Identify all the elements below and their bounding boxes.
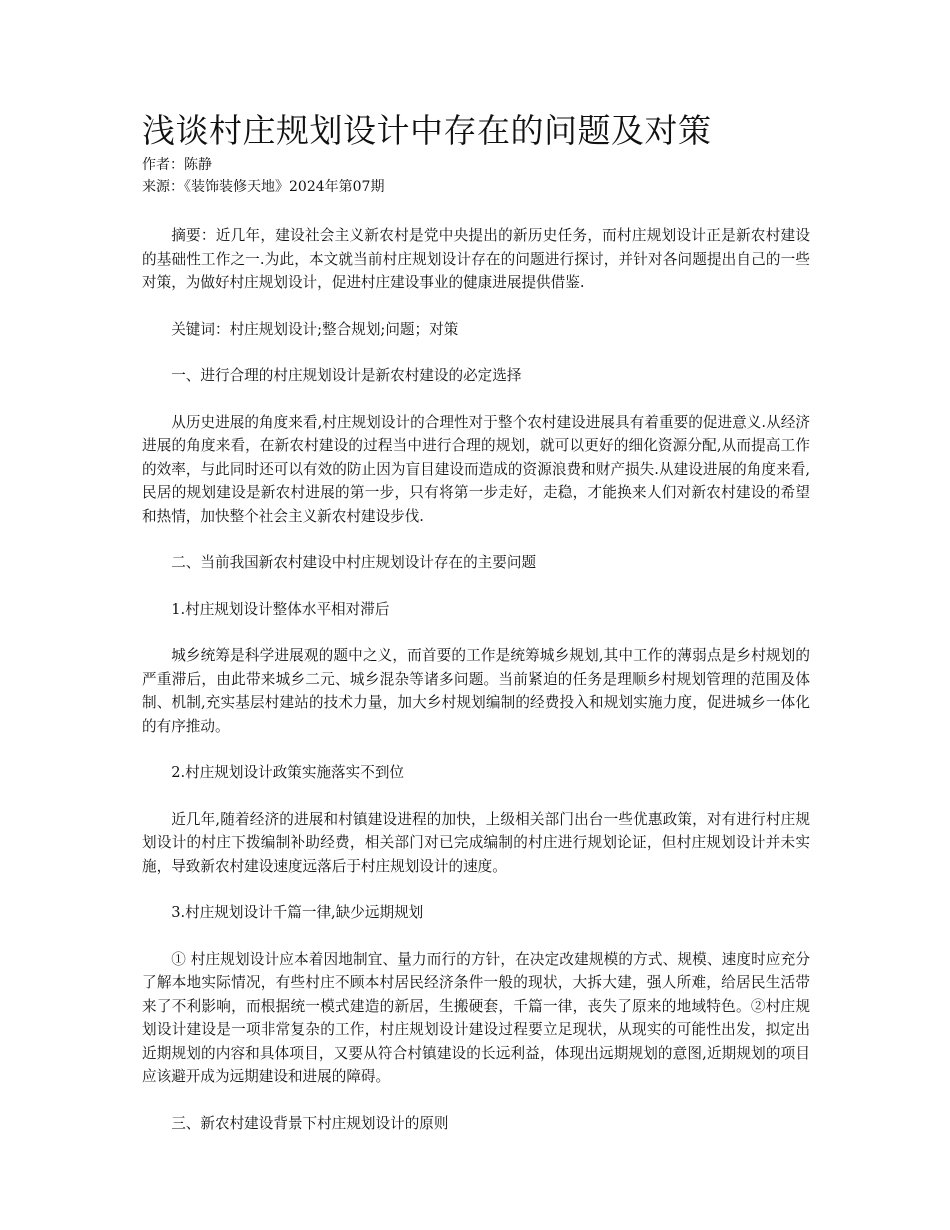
subsection-2-heading: 2.村庄规划设计政策实施落实不到位 [171,764,405,781]
section-1-body: 从历史进展的角度来看,村庄规划设计的合理性对于整个农村建设进展具有着重要的促进意义.从经济进展的角度来看，在新农村建设的过程当中进行合理的规划，就可以更好的细化资源分配,从而提高工作的效率，与此同时还可以有效的防止因为盲目建设而造成的资源浪费和财产损失.从建设进展的角度来看,民居的规划建设是新农村进展的第一步，只有将第一步走好，走稳，才能换来人们对新农村建设的希望和热情，加快整个社会主义新农村建设步伐. [142,413,810,525]
document-page [142,108,810,1158]
keywords-line: 关键词：村庄规划设计;整合规划;问题；对策 [171,320,459,338]
subsection-3-heading: 3.村庄规划设计千篇一律,缺少远期规划 [171,904,424,921]
subsection-1-body: 城乡统筹是科学进展观的题中之义，而首要的工作是统筹城乡规划,其中工作的薄弱点是乡村规划的严重滞后，由此带来城乡二元、城乡混杂等诸多问题。当前紧迫的任务是理顺乡村规划管理的范围及体制、机制,充实基层村建站的技术力量，加大乡村规划编制的经费投入和规划实施力度，促进城乡一体化的有序推动。 [142,647,810,735]
subsection-1-heading: 1.村庄规划设计整体水平相对滞后 [171,600,390,618]
section-3-heading: 三、新农村建设背景下村庄规划设计的原则 [171,1114,449,1132]
document-title: 浅谈村庄规划设计中存在的问题及对策 [142,111,712,150]
abstract-paragraph: 摘要：近几年，建设社会主义新农村是党中央提出的新历史任务，而村庄规划设计正是新农村建设的基础性工作之一.为此，本文就当前村庄规划设计存在的问题进行探讨，并针对各问题提出自己的一些对策，为做好村庄规划设计，促进村庄建设事业的健康进展提供借鉴. [142,227,810,291]
author-line: 作者：陈静 [142,157,212,173]
section-1-heading: 一、进行合理的村庄规划设计是新农村建设的必定选择 [171,367,522,384]
section-2-heading: 二、当前我国新农村建设中村庄规划设计存在的主要问题 [171,554,537,571]
subsection-2-body: 近几年,随着经济的进展和村镇建设进程的加快，上级相关部门出台一些优惠政策，对有进行村庄规划设计的村庄下拨编制补助经费，相关部门对已完成编制的村庄进行规划论证，但村庄规划设计并未实施，导致新农村建设速度远落后于村庄规划设计的速度。 [142,810,810,875]
document-meta [142,154,810,198]
subsection-3-body: ① 村庄规划设计应本着因地制宜、量力而行的方针，在决定改建规模的方式、规模、速度时应充分了解本地实际情况，有些村庄不顾本村居民经济条件一般的现状，大拆大建，强人所难，给居民生活带来了不利影响，而根据统一模式建造的新居，生搬硬套，千篇一律，丧失了原来的地域特色。②村庄规划设计建设是一项非常复杂的工作，村庄规划设计建设过程要立足现状，从现实的可能性出发，拟定出近期规划的内容和具体项目，又要从符合村镇建设的长远利益，体现出远期规划的意图,近期规划的项目应该避开成为远期建设和进展的障碍。 [142,950,810,1085]
source-line: 来源：《装饰装修天地》2024年第07期 [142,179,385,195]
